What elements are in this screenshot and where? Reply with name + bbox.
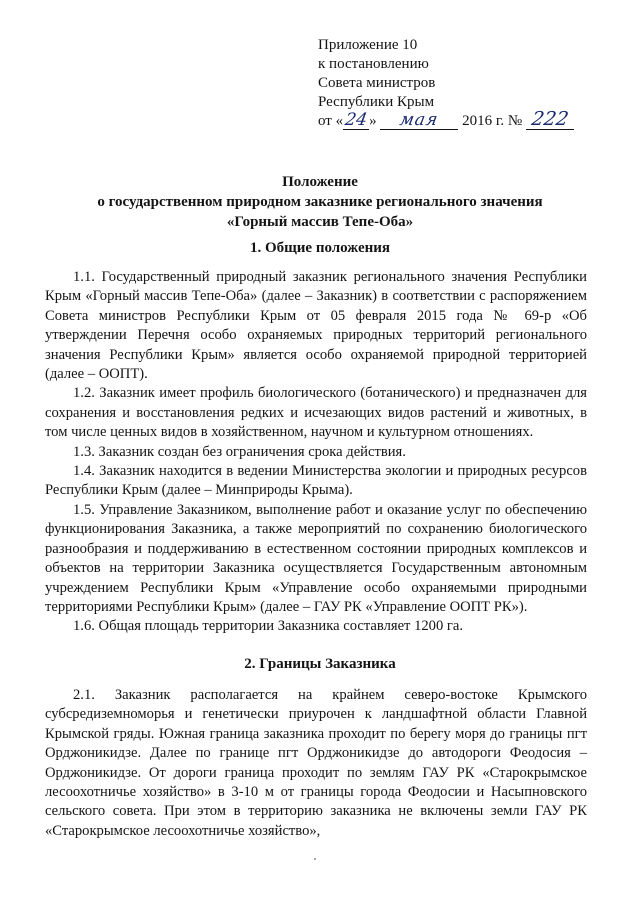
paragraph-1-5: 1.5. Управление Заказником, выполнение работ и оказание услуг по обеспечению функционирования Заказника, а также мероприятий по сохранению биологического разнообразия и поддерживанию в естественном состоянии природных комплексов и объектов на территории Заказника осуществляется Государственным автономным учреждением Республики Крым «Управление особо охраняемыми природными территориями Республики Крым» (далее – ГАУ РК «Управление ООПТ РК»).: [45, 501, 587, 615]
appendix-date-line: [318, 108, 574, 131]
appendix-line-3: Совета министров: [318, 75, 436, 91]
paragraph-1-4: 1.4. Заказник находится в ведении Министерства экологии и природных ресурсов Республики Крым (далее – Минприроды Крыма).: [45, 463, 587, 499]
title-line-1: Положение: [282, 174, 358, 190]
date-prefix: от «: [318, 113, 344, 129]
appendix-line-4: Республики Крым: [318, 94, 435, 110]
section-2-body: [45, 686, 587, 841]
title-line-3: «Горный массив Тепе-Оба»: [226, 214, 414, 230]
paragraph-1-6: 1.6. Общая площадь территории Заказника составляет 1200 га.: [73, 618, 464, 635]
date-year: 2016 г. №: [462, 113, 523, 129]
paragraph-2-1: 2.1. Заказник располагается на крайнем северо-востоке Крымского субсредиземноморья и генетически приурочен к ландшафтной области Главной Крымской гряды. Южная граница заказника проходит по берегу моря до границы пгт Орджоникидзе. Далее по границе пгт Орджоникидзе до автодороги Феодосия – Орджоникидзе. От дороги граница проходит по землям ГАУ РК «Старокрымское лесоохотничье хозяйство» в 3-10 м от границы города Феодосии и Насыпновского сельского совета. При этом в территорию заказника не включены земли ГАУ РК «Старокрымское лесоохотничье хозяйство»,: [45, 687, 587, 839]
section-1-heading: 1. Общие положения: [249, 240, 391, 256]
paragraph-1-1: 1.1. Государственный природный заказник регионального значения Республики Крым «Горный массив Тепе-Оба» (далее – Заказник) в соответствии с распоряжением Совета министров Республики Крым от 05 февраля 2015 года № 69-р «Об утверждении Перечня особо охраняемых природных территорий регионального значения Республики Крым» является особо охраняемой природной территорией (далее – ООПТ).: [45, 269, 587, 383]
appendix-line-1: Приложение 10: [318, 37, 418, 53]
scan-speck: [314, 858, 316, 860]
date-day-handwritten: 24: [343, 110, 369, 130]
appendix-line-2: к постановлению: [318, 56, 429, 72]
section-2-heading: 2. Границы Заказника: [244, 656, 396, 672]
section-1-body: [45, 268, 587, 637]
paragraph-1-3: 1.3. Заказник создан без ограничения срока действия.: [73, 443, 406, 460]
document-number-handwritten: 222: [529, 108, 571, 130]
date-month-handwritten: мая: [398, 110, 441, 130]
paragraph-1-2: 1.2. Заказник имеет профиль биологического (ботанического) и предназначен для сохранения и восстановления редких и исчезающих видов растений и животных, в том числе ценных видов в хозяйственном, научном и культурном отношениях.: [45, 385, 587, 441]
appendix-header: [318, 36, 574, 131]
date-mid: »: [369, 113, 377, 129]
title-line-2: о государственном природном заказнике регионального значения: [97, 194, 543, 210]
document-title: [60, 172, 580, 232]
